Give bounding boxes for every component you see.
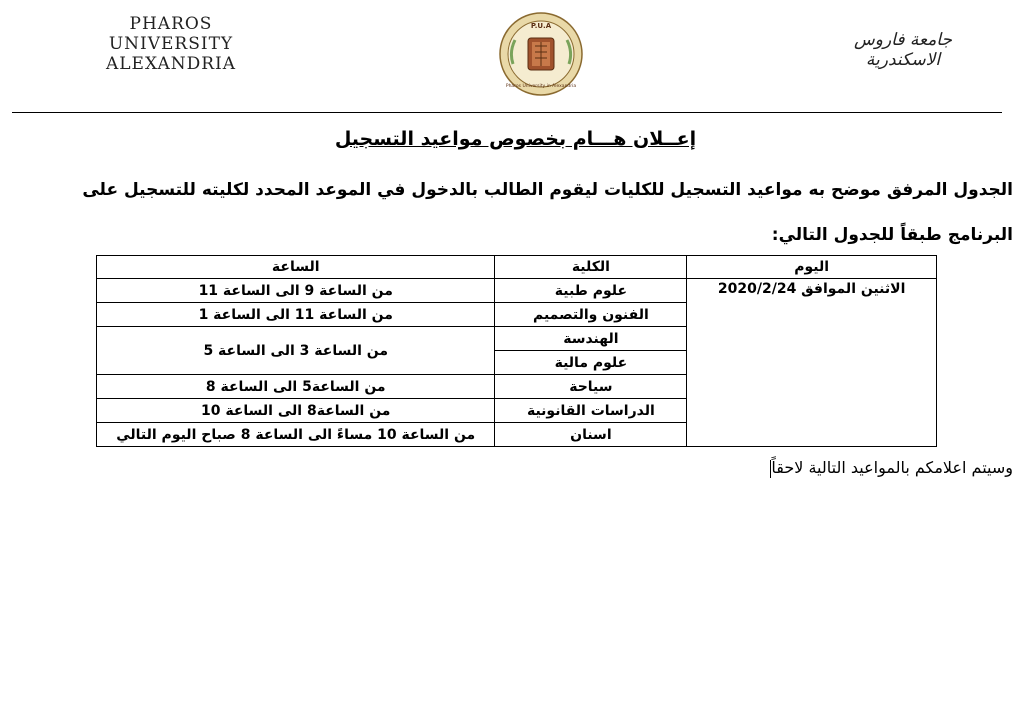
time-cell: من الساعة 11 الى الساعة 1 xyxy=(97,303,495,327)
university-name-arabic xyxy=(813,30,993,70)
header-time: الساعة xyxy=(97,256,495,279)
table-header-row xyxy=(97,256,937,279)
faculty-cell: علوم مالية xyxy=(495,351,687,375)
logo-initials: P.U.A xyxy=(530,22,552,30)
faculty-cell: علوم طبية xyxy=(495,279,687,303)
university-logo xyxy=(499,12,583,96)
time-cell: من الساعة 9 الى الساعة 11 xyxy=(97,279,495,303)
time-cell: من الساعة 10 مساءً الى الساعة 8 صباح اليوم التالي xyxy=(97,423,495,447)
english-name-line-1: PHAROS xyxy=(129,14,213,34)
footer-note-text: وسيتم اعلامكم بالمواعيد التالية لاحقاً xyxy=(771,458,1013,477)
university-name-english xyxy=(86,14,256,74)
header-divider xyxy=(12,112,1002,113)
footer-note[interactable] xyxy=(770,458,1013,478)
faculty-cell: اسنان xyxy=(495,423,687,447)
time-cell: من الساعة5 الى الساعة 8 xyxy=(97,375,495,399)
announcement-title-text: إعــلان هـــام بخصوص مواعيد التسجيل xyxy=(334,128,697,150)
header-day: اليوم xyxy=(687,256,937,279)
time-cell: من الساعة8 الى الساعة 10 xyxy=(97,399,495,423)
arabic-name-line-2: الاسكندرية xyxy=(865,50,941,70)
faculty-cell: سياحة xyxy=(495,375,687,399)
table-row xyxy=(97,279,937,303)
faculty-cell: الهندسة xyxy=(495,327,687,351)
arabic-name-line-1: جامعة فاروس xyxy=(854,30,952,50)
english-name-line-2: UNIVERSITY xyxy=(108,34,234,54)
faculty-cell: الدراسات القانونية xyxy=(495,399,687,423)
faculty-cell: الفنون والتصميم xyxy=(495,303,687,327)
header-faculty: الكلية xyxy=(495,256,687,279)
announcement-intro: الجدول المرفق موضح به مواعيد التسجيل للكليات ليقوم الطالب بالدخول في الموعد المحدد لكليته للتسجيل على البرنامج طبقاً للجدول التالي: xyxy=(82,180,1013,245)
registration-schedule-table xyxy=(96,255,937,447)
logo-caption: Pharos University in Alexandria xyxy=(505,84,577,89)
announcement-title xyxy=(0,128,1031,150)
day-cell: الاثنين الموافق 2020/2/24 xyxy=(687,279,937,447)
english-name-line-3: ALEXANDRIA xyxy=(105,54,237,74)
time-cell: من الساعة 3 الى الساعة 5 xyxy=(97,327,495,375)
